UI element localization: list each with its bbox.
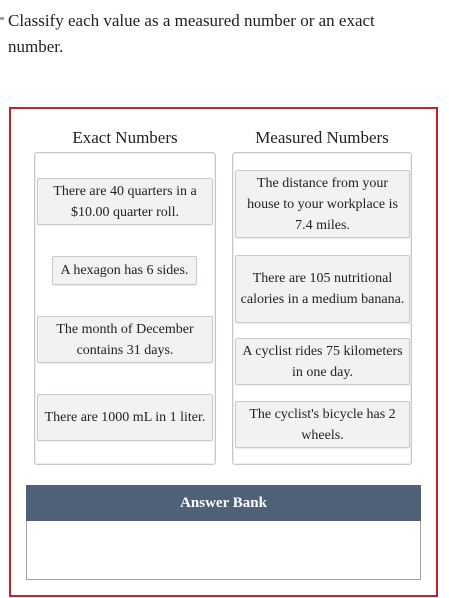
card-cyclist-kilometers[interactable] [235,338,410,385]
card-label: The month of December contains 31 days. [56,321,194,358]
answer-bank-area[interactable] [26,521,421,580]
card-quarters-roll[interactable] [37,178,213,225]
question-marker [0,17,4,20]
question-text: Classify each value as a measured number or an exact number. [8,11,375,56]
column-title-measured: Measured Numbers [255,128,389,147]
card-distance-workplace[interactable] [235,170,410,238]
column-title-exact: Exact Numbers [72,128,178,147]
answer-bank-header [26,485,421,521]
card-ml-in-liter[interactable] [37,394,213,441]
card-label: There are 1000 mL in 1 liter. [44,410,206,425]
card-label: A hexagon has 6 sides. [60,263,189,278]
card-label: The distance from your house to your workplace is 7.4 miles. [247,175,398,233]
card-label: The cyclist's bicycle has 2 wheels. [249,406,396,443]
card-label: A cyclist rides 75 kilometers in one day. [242,343,403,380]
card-december-days[interactable] [37,316,213,363]
card-label: There are 40 quarters in a $10.00 quarter roll. [53,183,197,220]
card-banana-calories[interactable] [235,255,410,323]
card-bicycle-wheels[interactable] [235,401,410,448]
card-hexagon-sides[interactable] [52,256,197,285]
answer-bank-title: Answer Bank [180,494,267,511]
card-label: There are 105 nutritional calories in a medium banana. [240,271,405,307]
